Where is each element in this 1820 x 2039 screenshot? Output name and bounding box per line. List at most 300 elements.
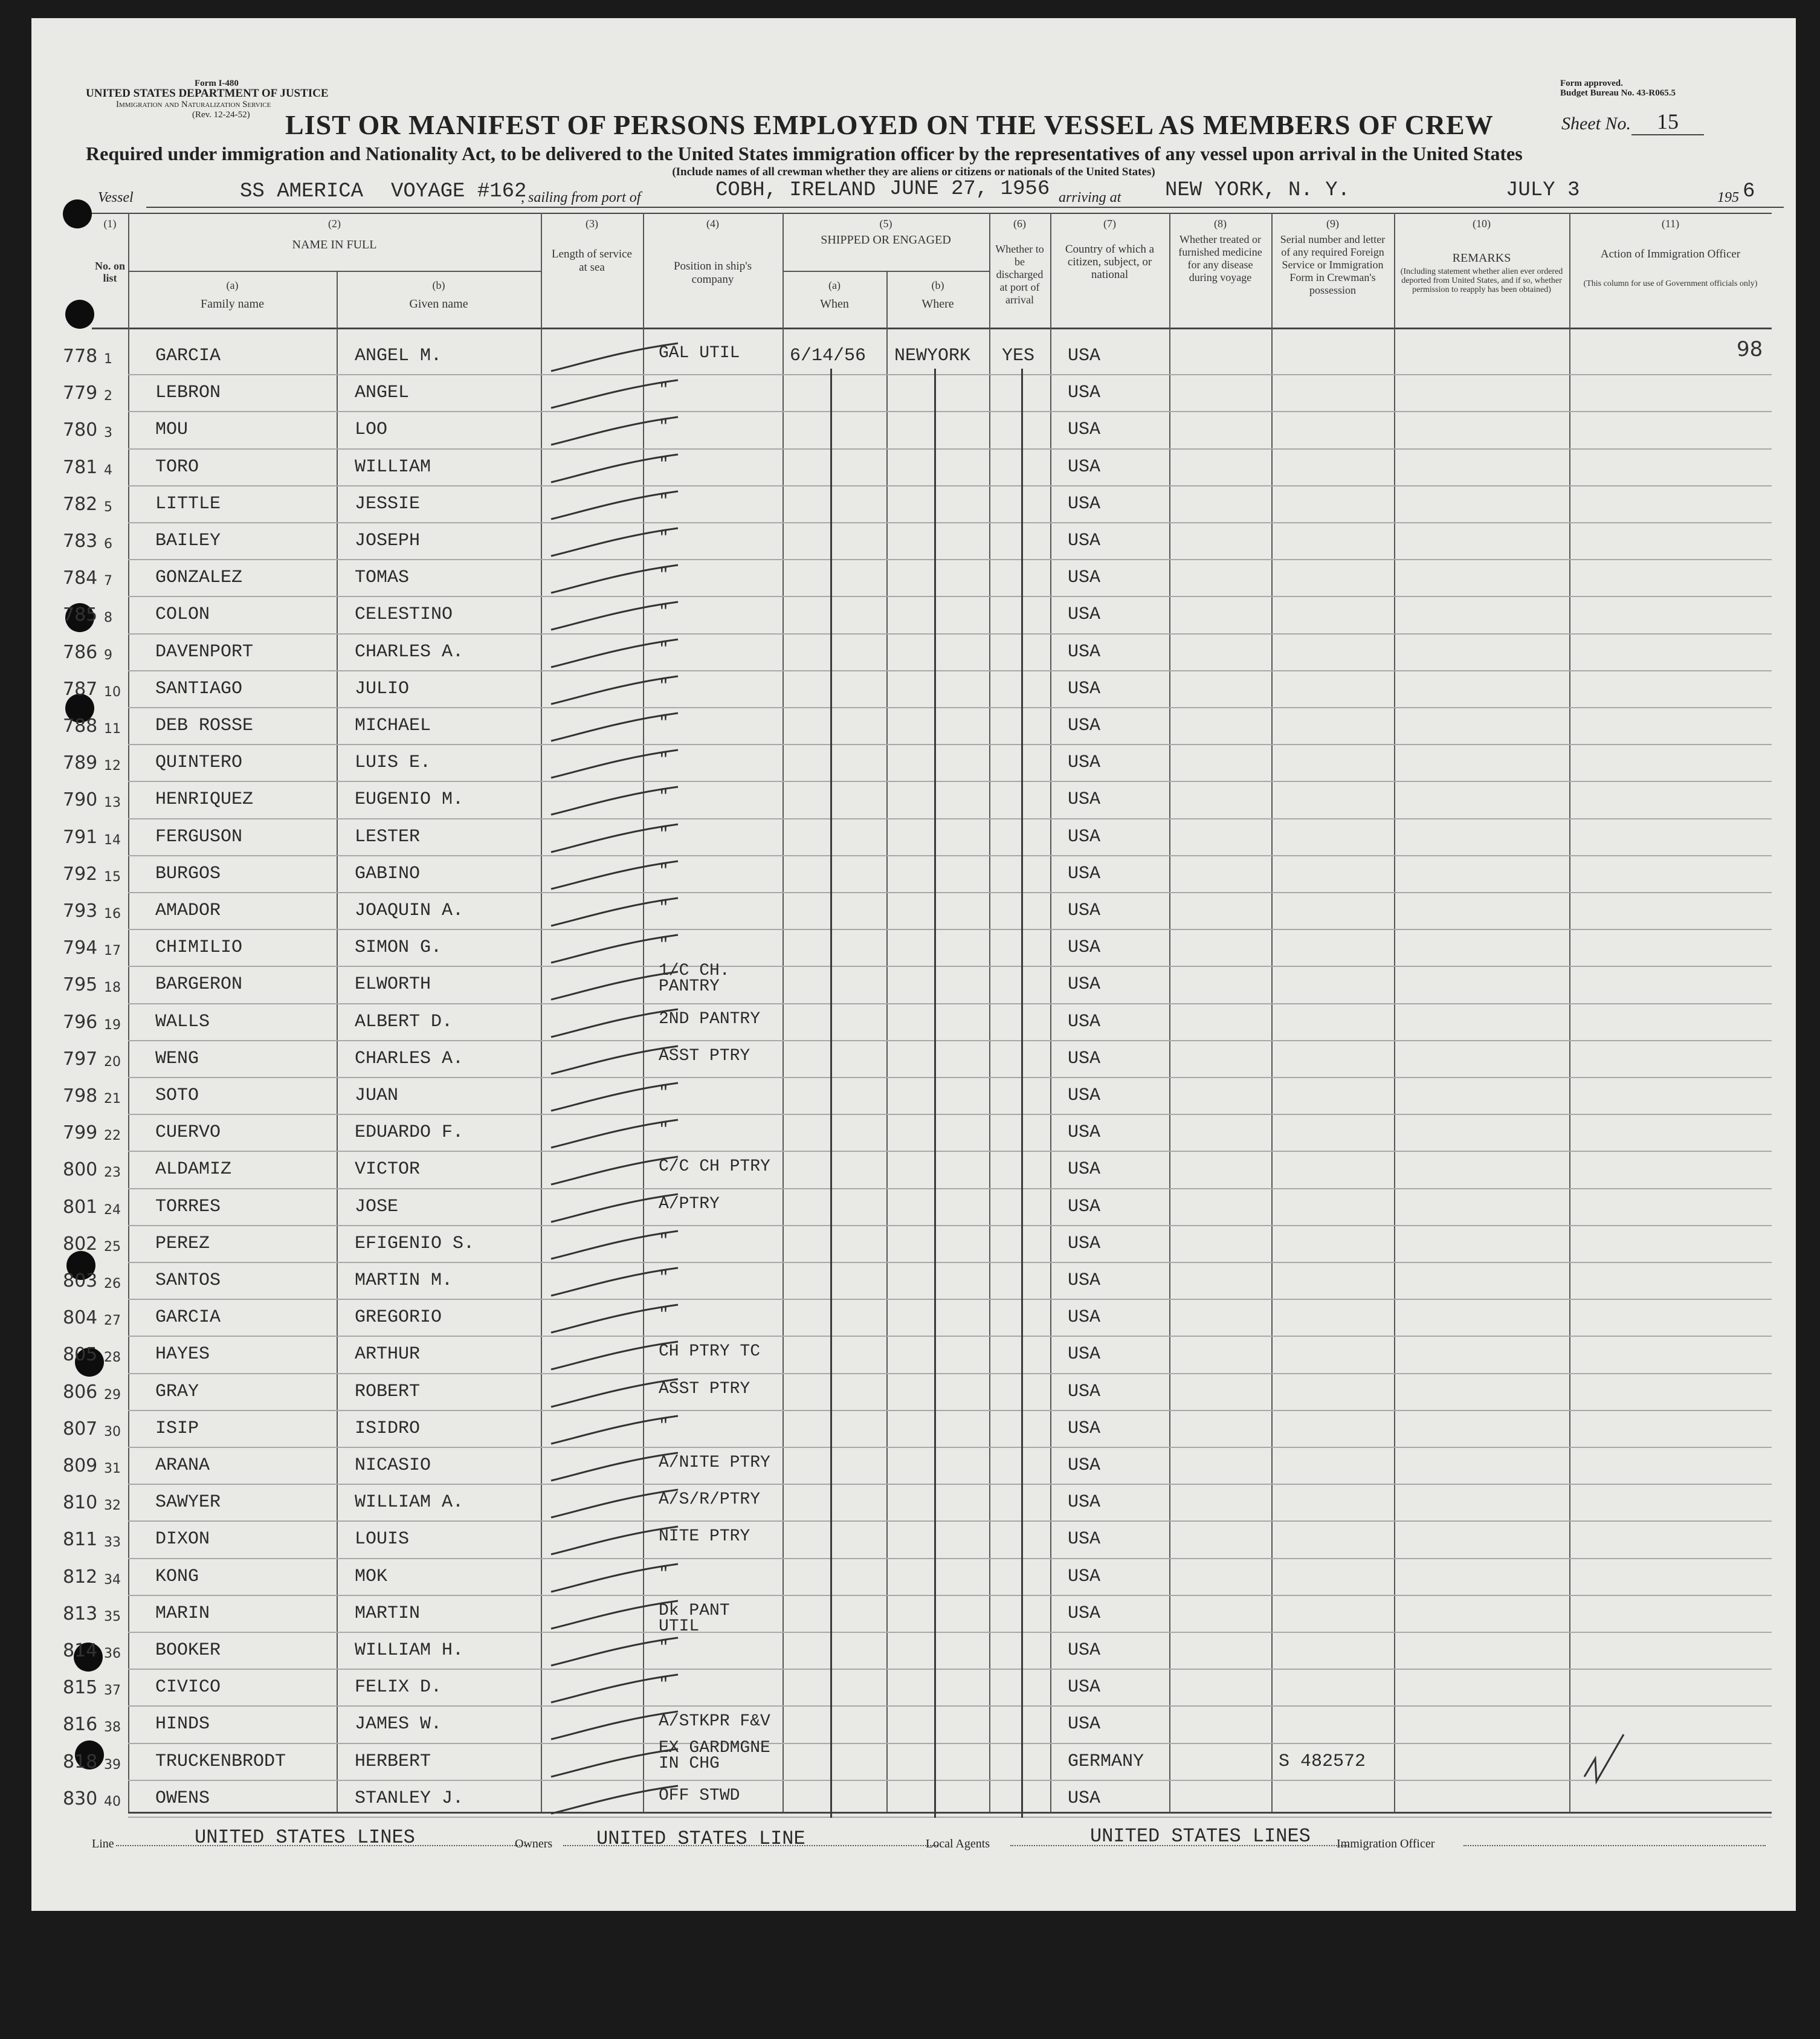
row-country: USA — [1068, 678, 1101, 699]
row-stamp-number: 795 — [63, 974, 98, 996]
row-position: " — [659, 935, 669, 955]
row-given-name: STANLEY J. — [355, 1788, 464, 1809]
row-country: USA — [1068, 716, 1101, 736]
row-family-name: CIVICO — [155, 1677, 221, 1698]
col4-label: Position in ship's company — [673, 260, 752, 286]
row-rule — [128, 374, 1772, 375]
col5b-num: (b) — [931, 279, 944, 291]
row-position: 1/C CH. PANTRY — [659, 961, 730, 997]
footer-line-value: UNITED STATES LINES — [195, 1826, 415, 1849]
row-position: " — [659, 787, 669, 807]
discharged-yes: YES — [1002, 346, 1035, 366]
row-line-number: 24 — [104, 1202, 121, 1218]
vessel-name: SS AMERICA — [240, 180, 364, 203]
row-rule — [128, 1262, 1772, 1263]
row-family-name: SANTOS — [155, 1270, 221, 1291]
row-stamp-number: 787 — [63, 678, 98, 700]
row-family-name: CHIMILIO — [155, 937, 243, 958]
col5b-label: Where — [921, 297, 954, 311]
row-position: " — [659, 1564, 669, 1583]
row-stamp-number: 830 — [63, 1788, 98, 1809]
row-rule — [128, 1299, 1772, 1300]
service-slash-mark — [545, 376, 684, 413]
row-country: USA — [1068, 493, 1101, 514]
service-slash-mark — [545, 451, 684, 487]
col11-num: (11) — [1661, 218, 1680, 230]
row-family-name: GONZALEZ — [155, 567, 243, 589]
col10-note: (Including statement whether alien ever ordered deported from United States, and if so, whether permission to reapply has been obtained) — [1400, 267, 1563, 294]
sailing-label: , sailing from port of — [521, 190, 641, 205]
row-given-name: MARTIN M. — [355, 1270, 453, 1291]
row-family-name: MOU — [155, 419, 189, 441]
row-country: USA — [1068, 1455, 1101, 1476]
footer-owners-label: Owners — [515, 1837, 553, 1850]
service-slash-mark — [545, 894, 684, 931]
row-position: GAL UTIL — [659, 344, 740, 363]
row-rule — [128, 1077, 1772, 1078]
row-line-number: 15 — [104, 869, 121, 885]
col7-num: (7) — [1103, 218, 1116, 230]
row-stamp-number: 781 — [63, 456, 98, 478]
ditto-line-discharged — [1021, 369, 1023, 1818]
service-slash-mark — [545, 783, 684, 819]
year-prefix: 195 — [1717, 190, 1739, 205]
row-rule — [128, 707, 1772, 708]
row-line-number: 9 — [104, 647, 112, 663]
row-family-name: ARANA — [155, 1455, 210, 1476]
subtitle: Required under immigration and Nationality Act, to be delivered to the United States immigration officer by the representatives of any vessel upon arrival in the United States — [86, 143, 1523, 164]
year-suffix: 6 — [1743, 180, 1755, 203]
row-rule — [128, 966, 1772, 967]
service-slash-mark — [545, 1671, 684, 1707]
officer-check-mark — [1578, 1728, 1633, 1789]
row-country: USA — [1068, 346, 1101, 366]
row-country: USA — [1068, 567, 1101, 589]
row-country: USA — [1068, 900, 1101, 921]
col8-label: Whether treated or furnished medicine for any disease during voyage — [1178, 233, 1262, 283]
voyage-number: VOYAGE #162 — [391, 180, 527, 203]
row-rule — [128, 559, 1772, 560]
row-rule — [128, 1558, 1772, 1559]
col-divider — [1569, 213, 1570, 1812]
row-given-name: ROBERT — [355, 1381, 421, 1402]
shipped-when: 6/14/56 — [790, 346, 866, 366]
row-rule — [128, 1743, 1772, 1744]
col2a-label: Family name — [201, 297, 264, 311]
service-slash-mark — [545, 1191, 684, 1227]
row-family-name: LITTLE — [155, 493, 221, 514]
service-slash-mark — [545, 1079, 684, 1116]
row-given-name: FELIX D. — [355, 1677, 442, 1698]
footer-owners-value: UNITED STATES LINE — [596, 1827, 805, 1850]
row-given-name: LESTER — [355, 826, 421, 847]
service-slash-mark — [545, 488, 684, 524]
row-position: ASST PTRY — [659, 1046, 750, 1065]
row-country: USA — [1068, 1788, 1101, 1809]
row-line-number: 13 — [104, 795, 121, 811]
row-family-name: PEREZ — [155, 1233, 210, 1254]
col8-num: (8) — [1214, 218, 1227, 230]
row-given-name: TOMAS — [355, 567, 410, 589]
row-given-name: JOSEPH — [355, 531, 421, 551]
row-position: " — [659, 899, 669, 917]
row-stamp-number: 800 — [63, 1159, 98, 1181]
service-slash-mark — [545, 1006, 684, 1042]
col-divider — [783, 213, 784, 1812]
departure-port: COBH, IRELAND — [715, 179, 876, 202]
service-slash-mark — [545, 1375, 684, 1412]
row-rule — [128, 1040, 1772, 1041]
row-stamp-number: 802 — [63, 1233, 98, 1255]
row-stamp-number: 797 — [63, 1048, 98, 1070]
row-stamp-number: 794 — [63, 937, 98, 959]
row-stamp-number: 798 — [63, 1085, 98, 1107]
row-given-name: ARTHUR — [355, 1344, 421, 1365]
row-country: USA — [1068, 1344, 1101, 1365]
row-family-name: GRAY — [155, 1381, 199, 1402]
service-slash-mark — [545, 858, 684, 894]
row-rule — [128, 522, 1772, 523]
row-position: A/S/R/PTRY — [659, 1490, 761, 1510]
row-country: USA — [1068, 531, 1101, 551]
row-given-name: ALBERT D. — [355, 1011, 453, 1032]
row-rule — [128, 781, 1772, 782]
row-family-name: QUINTERO — [155, 752, 243, 774]
row-family-name: BURGOS — [155, 863, 221, 884]
row-country: USA — [1068, 1233, 1101, 1254]
row-rule — [128, 670, 1772, 671]
row-position: " — [659, 381, 669, 400]
row-position: Dk PANT UTIL — [659, 1601, 730, 1636]
row-country: USA — [1068, 456, 1101, 477]
row-country: USA — [1068, 1603, 1101, 1624]
row-given-name: MARTIN — [355, 1603, 421, 1624]
col9-num: (9) — [1326, 218, 1339, 230]
row-country: USA — [1068, 1159, 1101, 1180]
row-position: ASST PTRY — [659, 1379, 750, 1398]
row-country: USA — [1068, 937, 1101, 958]
sheet-label: Sheet No. — [1561, 114, 1631, 134]
row-position: " — [659, 639, 669, 659]
row-family-name: OWENS — [155, 1788, 210, 1809]
col-divider — [886, 272, 888, 1812]
row-family-name: BAILEY — [155, 531, 221, 551]
row-rule — [128, 818, 1772, 819]
row-given-name: JOSE — [355, 1196, 399, 1217]
col4-num: (4) — [706, 218, 719, 230]
row-rule — [128, 929, 1772, 930]
row-country: USA — [1068, 789, 1101, 810]
row-given-name: LOO — [355, 419, 388, 441]
row-country: USA — [1068, 974, 1101, 995]
col-divider — [337, 272, 338, 1812]
col2-label: NAME IN FULL — [292, 238, 377, 251]
col6-num: (6) — [1013, 218, 1026, 230]
row-rule — [128, 1188, 1772, 1189]
row-family-name: MARIN — [155, 1603, 210, 1624]
service-slash-mark — [545, 340, 684, 376]
row-stamp-number: 803 — [63, 1270, 98, 1291]
col-divider — [1394, 213, 1395, 1812]
col1-label: No. on list — [94, 260, 125, 284]
footer-officer-label: Immigration Officer — [1337, 1837, 1435, 1850]
vessel-label: Vessel — [98, 190, 134, 205]
row-rule — [128, 1114, 1772, 1115]
service-slash-mark — [545, 1301, 684, 1337]
row-country: USA — [1068, 383, 1101, 404]
row-family-name: HINDS — [155, 1714, 210, 1735]
row-given-name: WILLIAM A. — [355, 1492, 464, 1513]
row-line-number: 21 — [104, 1091, 121, 1107]
row-family-name: FERGUSON — [155, 826, 243, 847]
row-stamp-number: 779 — [63, 383, 98, 404]
row-line-number: 32 — [104, 1498, 121, 1514]
row-stamp-number: 793 — [63, 900, 98, 922]
service-slash-mark — [545, 1782, 684, 1818]
row-country: USA — [1068, 1677, 1101, 1698]
col-divider — [1050, 213, 1051, 1812]
row-given-name: ISIDRO — [355, 1418, 421, 1439]
row-line-number: 23 — [104, 1165, 121, 1181]
row-position: " — [659, 1416, 669, 1435]
row-line-number: 1 — [104, 352, 112, 367]
row-given-name: SIMON G. — [355, 937, 442, 958]
department: UNITED STATES DEPARTMENT OF JUSTICE — [86, 87, 329, 100]
service-slash-mark — [545, 598, 684, 635]
service-slash-mark — [545, 1338, 684, 1374]
row-line-number: 4 — [104, 462, 112, 478]
row-position: " — [659, 566, 669, 585]
row-country: USA — [1068, 641, 1101, 662]
footer-line-label: Line — [92, 1837, 114, 1850]
row-position: NITE PTRY — [659, 1527, 750, 1546]
action-mark: 98 — [1737, 337, 1763, 361]
row-line-number: 22 — [104, 1128, 121, 1144]
row-line-number: 39 — [104, 1757, 121, 1772]
row-line-number: 33 — [104, 1535, 121, 1551]
row-line-number: 31 — [104, 1461, 121, 1476]
row-given-name: NICASIO — [355, 1455, 431, 1476]
row-given-name: LUIS E. — [355, 752, 431, 774]
row-family-name: LEBRON — [155, 383, 221, 404]
row-country: USA — [1068, 1011, 1101, 1032]
row-stamp-number: 790 — [63, 789, 98, 811]
col2-split — [128, 271, 541, 272]
row-given-name: EFIGENIO S. — [355, 1233, 475, 1254]
row-country: USA — [1068, 1122, 1101, 1143]
row-given-name: JESSIE — [355, 493, 421, 514]
row-rule — [128, 1669, 1772, 1670]
row-position: " — [659, 824, 669, 844]
row-family-name: WENG — [155, 1048, 199, 1069]
row-given-name: EUGENIO M. — [355, 789, 464, 810]
col11-label: Action of Immigration Officer — [1600, 248, 1741, 260]
row-rule — [128, 448, 1772, 450]
row-stamp-number: 806 — [63, 1381, 98, 1403]
service-slash-mark — [545, 636, 684, 672]
row-position: " — [659, 1638, 669, 1657]
row-rule — [128, 1336, 1772, 1337]
service-slash-mark — [545, 1042, 684, 1079]
service-slash-mark — [545, 1412, 684, 1449]
row-stamp-number: 792 — [63, 863, 98, 885]
row-rule — [128, 855, 1772, 856]
col-divider — [1169, 213, 1170, 1812]
service-slash-mark — [545, 1597, 684, 1633]
col3-label: Length of service at sea — [552, 248, 632, 274]
footer-line-underline — [116, 1844, 527, 1846]
col5a-num: (a) — [828, 279, 841, 291]
row-stamp-number: 804 — [63, 1307, 98, 1329]
row-position: EX GARDMGNE IN CHG — [659, 1738, 770, 1773]
row-position: " — [659, 1675, 669, 1695]
row-stamp-number: 784 — [63, 567, 98, 589]
row-country: USA — [1068, 1566, 1101, 1587]
row-given-name: CELESTINO — [355, 604, 453, 625]
col1-num: (1) — [103, 218, 117, 230]
row-line-number: 30 — [104, 1424, 121, 1440]
form-approved: Form approved. — [1560, 79, 1623, 88]
row-position: " — [659, 1120, 669, 1140]
row-given-name: WILLIAM — [355, 456, 431, 477]
col-divider — [541, 213, 542, 1812]
row-line-number: 29 — [104, 1387, 121, 1403]
arrival-port: NEW YORK, N. Y. — [1165, 179, 1350, 202]
col9-label: Serial number and letter of any required Foreign Service or Immigration Form in Crewman's possession — [1280, 233, 1386, 296]
row-position: C/C CH PTRY — [659, 1157, 770, 1177]
row-rule — [128, 1373, 1772, 1374]
row-line-number: 11 — [104, 722, 121, 737]
row-family-name: AMADOR — [155, 900, 221, 921]
row-country: USA — [1068, 863, 1101, 884]
row-rule — [128, 1447, 1772, 1448]
row-line-number: 35 — [104, 1609, 121, 1624]
row-family-name: TORRES — [155, 1196, 221, 1217]
row-family-name: COLON — [155, 604, 210, 625]
row-family-name: GARCIA — [155, 1307, 221, 1328]
row-rule — [128, 1484, 1772, 1485]
row-line-number: 25 — [104, 1239, 121, 1255]
row-given-name: ELWORTH — [355, 974, 431, 995]
row-stamp-number: 811 — [63, 1529, 98, 1551]
service-slash-mark — [545, 1634, 684, 1670]
row-position: " — [659, 751, 669, 770]
row-position: 2ND PANTRY — [659, 1009, 761, 1029]
row-rule — [128, 1817, 1772, 1818]
row-stamp-number: 813 — [63, 1603, 98, 1624]
row-line-number: 27 — [104, 1313, 121, 1329]
shipped-where: NEWYORK — [894, 346, 971, 366]
row-line-number: 16 — [104, 906, 121, 922]
service-slash-mark — [545, 709, 684, 746]
row-line-number: 40 — [104, 1794, 121, 1809]
row-position: " — [659, 714, 669, 732]
service-slash-mark — [545, 1449, 684, 1485]
row-stamp-number: 778 — [63, 346, 98, 367]
row-country: USA — [1068, 1048, 1101, 1069]
row-rule — [128, 1225, 1772, 1226]
row-stamp-number: 789 — [63, 752, 98, 774]
row-line-number: 34 — [104, 1572, 121, 1588]
row-stamp-number: 814 — [63, 1640, 98, 1661]
row-country: USA — [1068, 1492, 1101, 1513]
service-slash-mark — [545, 413, 684, 450]
row-family-name: BOOKER — [155, 1640, 221, 1661]
row-stamp-number: 796 — [63, 1011, 98, 1033]
col10-num: (10) — [1473, 218, 1491, 230]
row-family-name: CUERVO — [155, 1122, 221, 1143]
row-line-number: 2 — [104, 389, 112, 404]
row-line-number: 14 — [104, 832, 121, 848]
row-rule — [128, 1780, 1772, 1781]
service: Immigration and Naturalization Service — [116, 100, 271, 109]
footer-agents-underline — [1010, 1844, 1349, 1846]
ditto-line-when — [830, 369, 832, 1818]
row-family-name: TORO — [155, 456, 199, 477]
service-slash-mark — [545, 821, 684, 857]
col10-label: REMARKS — [1452, 251, 1511, 265]
service-slash-mark — [545, 1227, 684, 1264]
row-given-name: ANGEL — [355, 383, 410, 404]
row-position: " — [659, 529, 669, 548]
row-line-number: 8 — [104, 610, 112, 626]
service-slash-mark — [545, 1486, 684, 1522]
row-line-number: 3 — [104, 425, 112, 441]
row-country: USA — [1068, 826, 1101, 847]
row-rule — [128, 633, 1772, 635]
row-stamp-number: 809 — [63, 1455, 98, 1476]
budget-bureau: Budget Bureau No. 43-R065.5 — [1560, 88, 1676, 98]
row-country: GERMANY — [1068, 1751, 1144, 1772]
row-country: USA — [1068, 604, 1101, 625]
row-stamp-number: 783 — [63, 531, 98, 552]
row-position: " — [659, 1268, 669, 1287]
row-position: A/STKPR F&V — [659, 1712, 770, 1731]
row-given-name: JUAN — [355, 1085, 399, 1106]
arrival-date: JULY 3 — [1506, 179, 1580, 202]
page-title: LIST OR MANIFEST OF PERSONS EMPLOYED ON THE VESSEL AS MEMBERS OF CREW — [285, 109, 1494, 140]
col2b-label: Given name — [409, 297, 468, 311]
row-rule — [128, 1151, 1772, 1152]
sheet-number: 15 — [1631, 109, 1704, 135]
row-stamp-number: 791 — [63, 826, 98, 848]
row-family-name: GARCIA — [155, 346, 221, 366]
row-stamp-number: 810 — [63, 1492, 98, 1514]
row-given-name: JOAQUIN A. — [355, 900, 464, 921]
row-position: " — [659, 418, 669, 437]
row-line-number: 20 — [104, 1054, 121, 1070]
row-family-name: SOTO — [155, 1085, 199, 1106]
row-line-number: 18 — [104, 980, 121, 996]
row-line-number: 5 — [104, 499, 112, 515]
row-country: USA — [1068, 1270, 1101, 1291]
row-given-name: GABINO — [355, 863, 421, 884]
row-stamp-number: 816 — [63, 1714, 98, 1736]
col-divider — [1271, 213, 1273, 1812]
row-stamp-number: 807 — [63, 1418, 98, 1440]
row-family-name: KONG — [155, 1566, 199, 1587]
row-stamp-number: 799 — [63, 1122, 98, 1144]
row-stamp-number: 812 — [63, 1566, 98, 1588]
row-country: USA — [1068, 1196, 1101, 1217]
col2-num: (2) — [328, 218, 341, 230]
row-family-name: ALDAMIZ — [155, 1159, 232, 1180]
row-position: " — [659, 454, 669, 474]
row-family-name: HAYES — [155, 1344, 210, 1365]
row-given-name: LOUIS — [355, 1529, 410, 1550]
row-position: " — [659, 861, 669, 881]
row-stamp-number: 818 — [63, 1751, 98, 1772]
